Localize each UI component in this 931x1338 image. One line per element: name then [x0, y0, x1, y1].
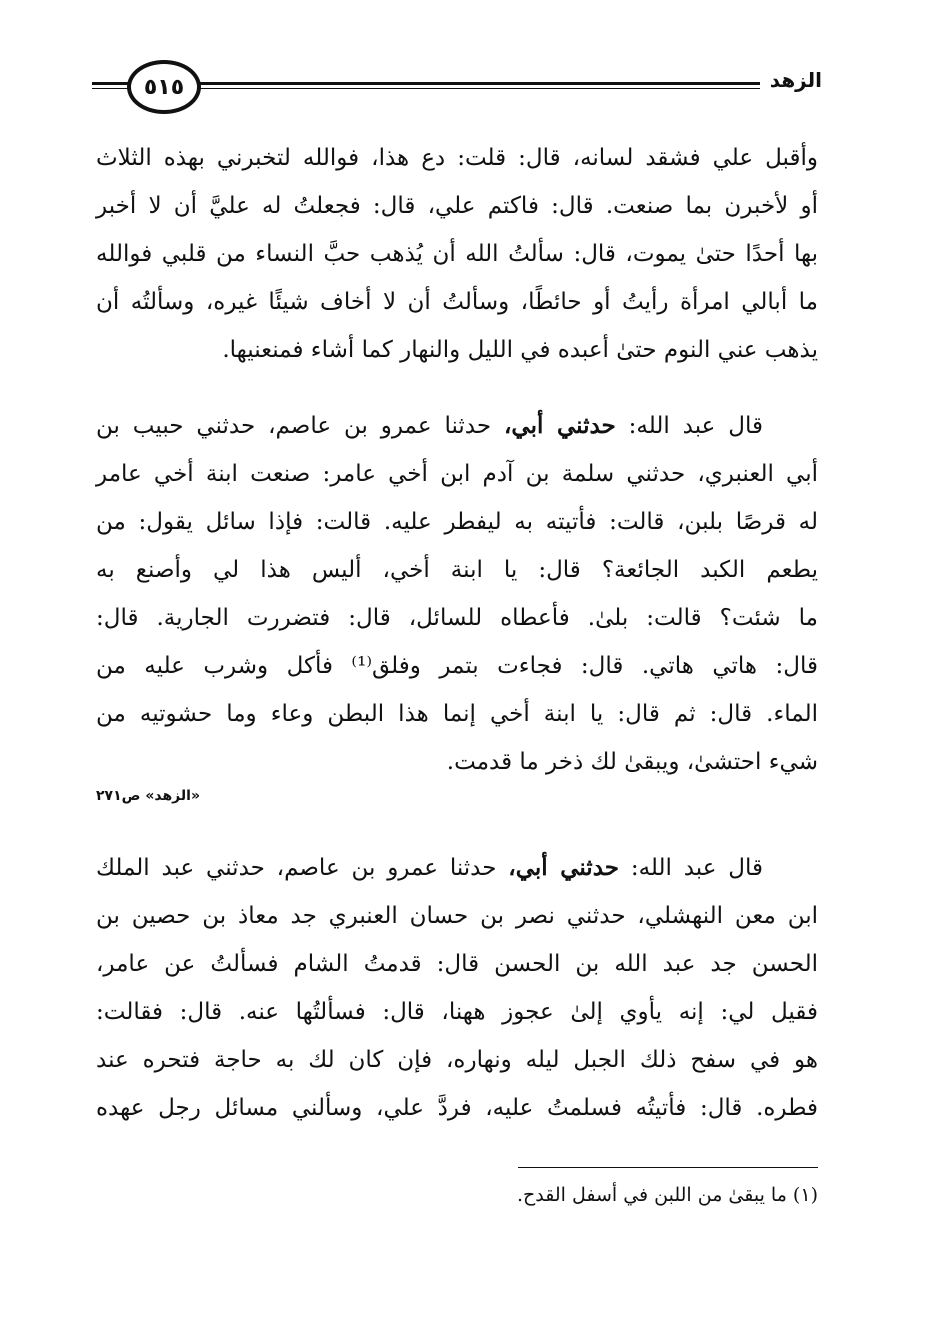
- text-line: قال: هاتي هاتي. قال: فجاءت بتمر وفلق⁽¹⁾ فأكل وشرب عليه من: [96, 653, 818, 679]
- text-line-first: [96, 402, 818, 450]
- narrator-chain: حدثنا عمرو بن عاصم، حدثني عبد الملك: [96, 855, 509, 881]
- text-line: شيء احتشىٰ، ويبقىٰ لك ذخر ما قدمت.: [446, 749, 818, 775]
- narrator-bold: حدثني أبي،: [504, 412, 616, 439]
- text-line: ابن معن النهشلي، حدثني نصر بن حسان العنبري جد معاذ بن حصين بن: [96, 903, 818, 929]
- text-line: الماء. قال: ثم قال: يا ابنة أخي إنما هذا البطن وعاء وما حشوتيه من: [96, 701, 818, 727]
- text-line: يذهب عني النوم حتىٰ أعبده في الليل والنهار كما أشاء فمنعنيها.: [222, 337, 818, 363]
- paragraph-3: [96, 844, 818, 1132]
- narrator-chain: حدثنا عمرو بن عاصم، حدثني حبيب بن: [96, 413, 504, 439]
- source-reference: «الزهد» ص٢٧١: [96, 788, 200, 804]
- text-line: له قرصًا بلبن، قالت: فأتيته به ليفطر عليه. قالت: فإذا سائل يقول: من: [96, 509, 818, 535]
- text-line: أو لأخبرن بما صنعت. قال: فاكتم علي، قال: فجعلتُ له عليَّ أن لا أخبر: [96, 193, 818, 219]
- text-line: وأقبل علي فشقد لسانه، قال: قلت: دع هذا، فوالله لتخبرني بهذه الثلاث: [96, 145, 818, 171]
- footnote-separator: [518, 1167, 818, 1168]
- text-line: أبي العنبري، حدثني سلمة بن آدم ابن أخي عامر: صنعت ابنة أخي عامر: [96, 461, 818, 487]
- page-number: ٥١٥: [127, 60, 201, 114]
- header-rule-thick: [92, 82, 822, 85]
- narrator-bold: حدثني أبي،: [508, 854, 619, 881]
- footnote: (١) ما يبقىٰ من اللبن في أسفل القدح.: [516, 1184, 818, 1206]
- running-title: الزهد: [760, 68, 822, 92]
- page-header: [92, 58, 822, 118]
- narrator-intro: قال عبد الله:: [619, 855, 763, 881]
- text-line: ما أبالي امرأة رأيتُ أو حائطًا، وسألتُ أن لا أخاف شيئًا غيره، وسألتُه أن: [96, 289, 818, 315]
- paragraph-2: [96, 402, 818, 786]
- paragraph-1: [96, 134, 818, 374]
- text-line: هو في سفح ذلك الجبل ليله ونهاره، فإن كان لك به حاجة فتحره عند: [96, 1047, 818, 1073]
- text-line: فطره. قال: فأتيتُه فسلمتُ عليه، فردَّ علي، وسألني مسائل رجل عهده: [96, 1095, 818, 1121]
- text-line: فقيل لي: إنه يأوي إلىٰ عجوز ههنا، قال: فسألتُها عنه. قال: فقالت:: [96, 999, 818, 1025]
- text-line: الحسن جد عبد الله بن الحسن قال: قدمتُ الشام فسألتُ عن عامر،: [96, 951, 818, 977]
- narrator-intro: قال عبد الله:: [615, 413, 763, 439]
- header-rule-thin: [92, 88, 822, 89]
- text-line: ما شئت؟ قالت: بلىٰ. فأعطاه للسائل، قال: فتضررت الجارية. قال:: [96, 605, 818, 631]
- text-line-first: [96, 844, 818, 892]
- text-line: يطعم الكبد الجائعة؟ قال: يا ابنة أخي، أليس هذا لي وأصنع به: [96, 557, 818, 583]
- text-line: بها أحدًا حتىٰ يموت، قال: سألتُ الله أن يُذهب حبَّ النساء من قلبي فوالله: [96, 241, 818, 267]
